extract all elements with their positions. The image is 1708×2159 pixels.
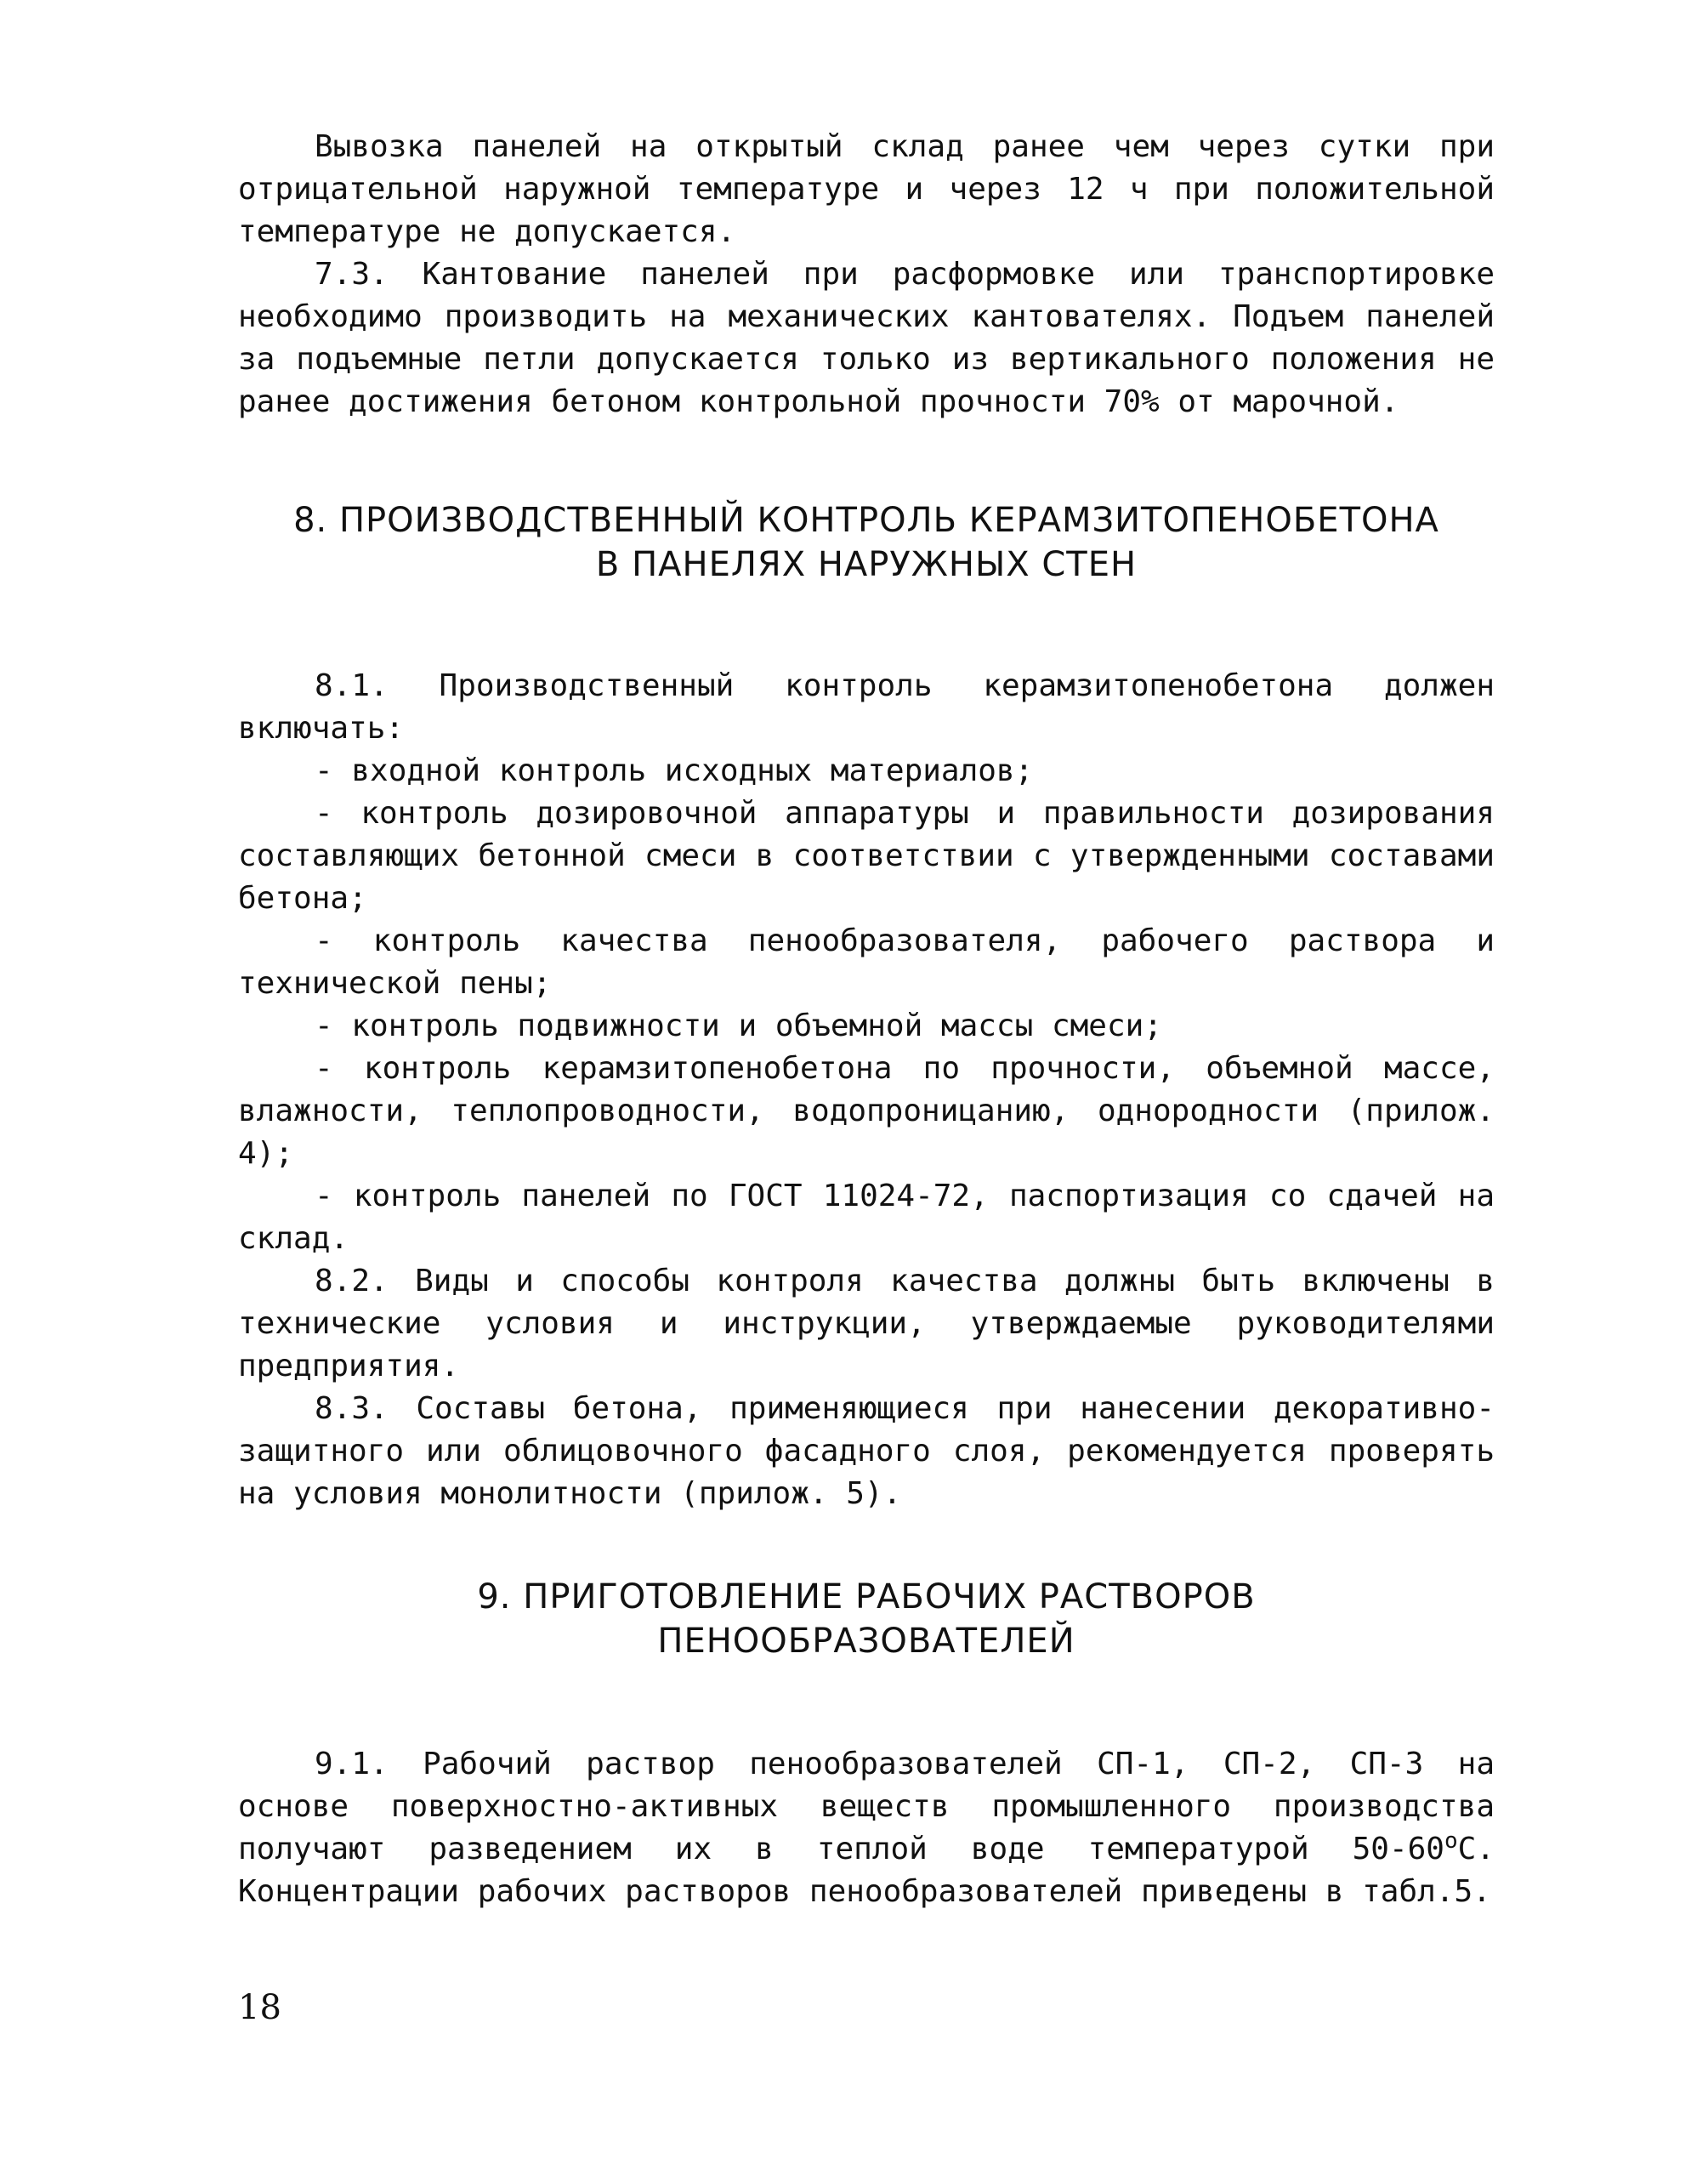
paragraph-9-1-start: 9.1. Рабочий раствор пенообразователей СП-1, СП-2, СП-3 на основе поверхностно-активных веществ промышленного производства получают разведением их в теплой воде температурой 50-60 [238,1747,1495,1866]
section-9-text [238,1743,1495,1913]
section-9-heading-line1: 9. ПРИГОТОВЛЕНИЕ РАБОЧИХ РАСТВОРОВ [477,1577,1256,1616]
section-8-heading-line2: В ПАНЕЛЯХ НАРУЖНЫХ СТЕН [595,545,1138,584]
degree-mark: о [1444,1828,1458,1854]
paragraph-8-2: 8.2. Виды и способы контроля качества должны быть включены в технические условия и инструкции, утверждаемые руководителями предприятия. [238,1264,1495,1383]
section-8-heading [238,498,1495,587]
paragraph-9-1 [238,1743,1495,1913]
paragraph-8-1: 8.1. Производственный контроль керамзитопенобетона должен включать: [238,668,1495,746]
paragraph-9-1-end: С. Концентрации рабочих растворов пенообразователей приведены в табл.5. [238,1832,1495,1909]
list-item-input-control: - входной контроль исходных материалов; [315,753,1034,788]
paragraph-storage-rule: Вывозка панелей на открытый склад ранее чем через сутки при отрицательной наружной температуре и через 12 ч при положительной температуре не допускается. [238,129,1495,249]
intro-text [238,126,1495,423]
list-item-dosing-control: - контроль дозировочной аппаратуры и правильности дозирования составляющих бетонной смеси в соответствии с утвержденными составами бетона; [238,796,1495,916]
list-item-panel-control: - контроль панелей по ГОСТ 11024-72, паспортизация со сдачей на склад. [238,1179,1495,1256]
section-9-heading-line2: ПЕНООБРАЗОВАТЕЛЕЙ [657,1622,1075,1661]
section-9-heading [238,1575,1495,1663]
paragraph-7-3: 7.3. Кантование панелей при расформовке или транспортировке необходимо производить на механических кантователях. Подъем панелей за подъемные петли допускается только из вертикального положения не ранее достижения бетоном контрольной прочности 70% от марочной. [238,257,1495,419]
page-number: 18 [238,1988,281,2027]
section-8-heading-line1: 8. ПРОИЗВОДСТВЕННЫЙ КОНТРОЛЬ КЕРАМЗИТОПЕНОБЕТОНА [293,501,1439,540]
list-item-foam-control: - контроль качества пенообразователя, рабочего раствора и технической пены; [238,923,1495,1001]
paragraph-8-3: 8.3. Составы бетона, применяющиеся при нанесении декоративно-защитного или облицовочного фасадного слоя, рекомендуется проверять на условия монолитности (прилож. 5). [238,1391,1495,1511]
section-8-text [238,665,1495,1515]
list-item-concrete-control: - контроль керамзитопенобетона по прочности, объемной массе, влажности, теплопроводности, водопроницанию, однородности (прилож. 4); [238,1051,1495,1171]
list-item-mobility-control: - контроль подвижности и объемной массы смеси; [315,1008,1162,1043]
